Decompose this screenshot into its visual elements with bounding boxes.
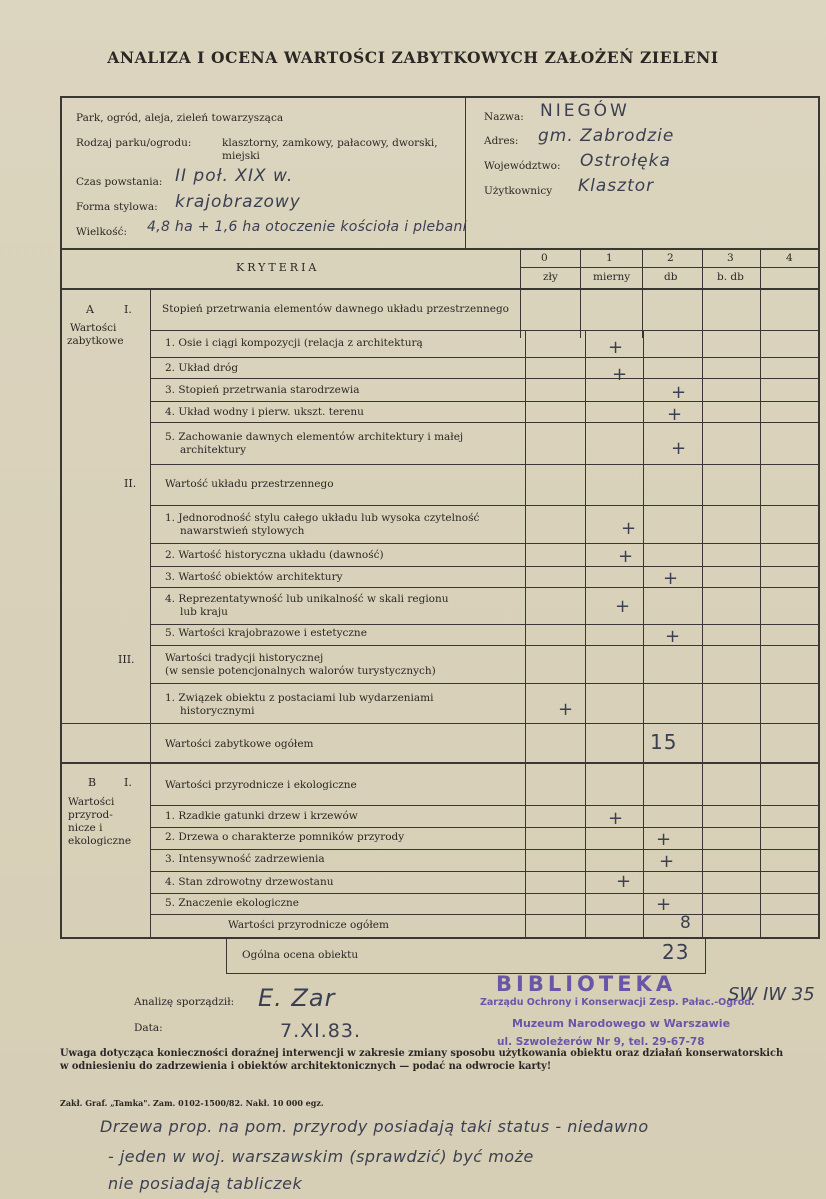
row-mark: + [621,518,637,539]
row-text-2: lub kraju [180,606,228,618]
creation-time-value: II poł. XIX w. [175,166,294,186]
row-mark: + [667,404,683,425]
scale-3-label: b. db [717,271,744,283]
row-mark: + [656,894,672,915]
users-label: Użytkownicy [484,185,553,197]
section-a-name-1: Wartości [70,322,117,334]
group3-title-2: (w sensie potencjonalnych walorów turystycznych) [165,665,436,677]
row-text: 5. Znaczenie ekologiczne [165,897,300,909]
section-b-letter: B [88,776,97,789]
province-value: Ostrołęka [580,151,671,171]
scale-0-num: 0 [541,252,548,264]
stamp-line-4: ul. Szwoleżerów Nr 9, tel. 29-67-78 [497,1036,705,1048]
date-value: 7.XI.83. [280,1020,362,1042]
total-b-value: 8 [680,913,692,933]
criteria-header: KRYTERIA [236,261,320,274]
group1-title: Stopień przetrwania elementów dawnego układu przestrzennego [162,303,509,315]
row-mark: + [656,829,672,850]
stamp-line-3: Muzeum Narodowego w Warszawie [512,1017,731,1030]
scale-2-label: db [664,271,678,283]
row-text: 4. Układ wodny i pierw. ukszt. terenu [165,406,364,418]
rule [150,871,819,872]
address-value: gm. Zabrodzie [538,126,675,146]
address-label: Adres: [484,135,519,147]
rule [150,422,819,423]
section-b-name-3: nicze i [68,822,103,834]
row-text: 5. Wartości krajobrazowe i estetyczne [165,627,367,639]
section-a-roman-2: II. [124,477,137,490]
row-text: 1. Jednorodność stylu całego układu lub wysoka czytelność [165,512,480,524]
scale-4-num: 4 [786,252,793,264]
row-text-2: architektury [180,444,247,456]
park-kind-label: Rodzaj parku/ogrodu: [76,137,192,149]
document-title: ANALIZA I OCENA WARTOŚCI ZABYTKOWYCH ZAŁOŻEŃ ZIELENI [107,48,719,67]
rule [61,723,819,724]
row-text: 1. Rzadkie gatunki drzew i krzewów [165,810,358,822]
group-b-title: Wartości przyrodnicze i ekologiczne [165,779,357,791]
rule [150,893,819,894]
row-text: 1. Osie i ciągi kompozycji (relacja z architekturą [165,337,423,349]
users-value: Klasztor [578,176,655,196]
row-text: 3. Intensywność zadrzewienia [165,853,325,865]
rule [150,401,819,402]
row-text: 2. Drzewa o charakterze pomników przyrody [165,831,405,843]
handwritten-note-1: Drzewa prop. na pom. przyrody posiadają taki status - niedawno [100,1117,649,1136]
scale-1-label: mierny [593,271,631,283]
handwritten-note-3: nie posiadają tabliczek [108,1174,303,1193]
rule [150,624,819,625]
total-a-label: Wartości zabytkowe ogółem [165,738,314,750]
overall-value: 23 [662,940,690,964]
total-b-label: Wartości przyrodnicze ogółem [228,919,389,931]
section-b-name-1: Wartości [68,796,115,808]
rule [150,683,819,684]
row-mark: + [608,808,624,829]
name-value: NIEGÓW [540,101,630,121]
size-value: 4,8 ha + 1,6 ha otoczenie kościoła i plebani [147,219,467,235]
overall-label: Ogólna ocena obiektu [242,949,359,961]
style-form-label: Forma stylowa: [76,201,158,213]
row-text: 2. Wartość historyczna układu (dawność) [165,549,384,561]
note-line-2: w odniesieniu do zadrzewienia i obiektów architektonicznych — podać na odwrocie karty! [60,1061,552,1072]
col-3-top [702,248,703,338]
row-mark: + [608,337,624,358]
prepared-signature: E. Zar [258,984,336,1012]
scale-mid-rule [520,267,819,268]
rule [150,849,819,850]
row-text: 3. Wartość obiektów architektury [165,571,343,583]
rule [150,805,819,806]
row-mark: + [615,596,631,617]
rule [150,330,819,331]
row-mark: + [671,382,687,403]
row-mark: + [665,626,681,647]
scale-3-num: 3 [727,252,734,264]
row-mark: + [612,364,628,385]
park-kind-options: klasztorny, zamkowy, pałacowy, dworski, [222,137,438,149]
section-divider [61,762,819,764]
criteria-bottom-rule [61,288,819,290]
col-0-top [520,248,521,338]
rule [150,827,819,828]
col-2-top [642,248,643,338]
stamp-line-2: Zarządu Ochrony i Konserwacji Zesp. Pałac.-Ogrod. [480,997,755,1008]
section-a-roman-3: III. [118,653,135,666]
group3-title-1: Wartości tradycji historycznej [165,652,324,664]
scale-2-num: 2 [667,252,674,264]
total-a-value: 15 [650,730,678,754]
rule [150,464,819,465]
park-type-line: Park, ogród, aleja, zieleń towarzysząca [76,112,284,124]
printer-footer: Zakł. Graf. „Tamka". Zam. 0102-1500/82. Nakł. 10 000 egz. [60,1098,324,1108]
row-text: 5. Zachowanie dawnych elementów architektury i małej [165,431,464,443]
handwritten-note-2: - jeden w woj. warszawskim (sprawdzić) być może [108,1147,534,1166]
rule [150,505,819,506]
name-label: Nazwa: [484,111,524,123]
rule [150,543,819,544]
section-a-roman-1: I. [124,303,132,316]
rule [150,587,819,588]
row-text: 3. Stopień przetrwania starodrzewia [165,384,360,396]
rule [150,645,819,646]
creation-time-label: Czas powstania: [76,176,163,188]
row-mark: + [558,699,574,720]
style-form-value: krajobrazowy [175,192,301,212]
stamp-line-1: BIBLIOTEKA [496,972,677,996]
rule [150,357,819,358]
row-text: 2. Układ dróg [165,362,239,374]
rule [150,914,819,915]
row-text-2: historycznymi [180,705,255,717]
section-b-roman: I. [124,776,132,789]
row-mark: + [671,438,687,459]
catalog-note: SW IW 35 [728,984,815,1005]
park-kind-options-2: miejski [222,150,260,162]
scale-0-label: zły [543,271,558,283]
row-text: 4. Reprezentatywność lub unikalność w skali regionu [165,593,449,605]
scale-1-num: 1 [606,252,613,264]
size-label: Wielkość: [76,226,128,238]
header-bottom-rule [61,248,819,250]
col-4-top [760,248,761,338]
section-b-name-4: ekologiczne [68,835,132,847]
row-mark: + [618,546,634,567]
row-text: 1. Związek obiektu z postaciami lub wydarzeniami [165,692,434,704]
group2-title: Wartość układu przestrzennego [165,478,334,490]
row-mark: + [616,871,632,892]
province-label: Województwo: [484,160,561,172]
rule [150,378,819,379]
row-mark: + [659,851,675,872]
section-a-letter: A [86,303,94,316]
section-b-name-2: przyrod- [68,809,113,821]
section-a-name-2: zabytkowe [67,335,124,347]
prepared-label: Analizę sporządził: [134,996,235,1008]
row-text-2: nawarstwień stylowych [180,525,305,537]
col-1-top [580,248,581,338]
row-text: 4. Stan zdrowotny drzewostanu [165,876,334,888]
date-label: Data: [134,1022,163,1034]
rule [150,566,819,567]
category-col-divider [150,288,151,939]
row-mark: + [663,568,679,589]
note-line-1: Uwaga dotycząca konieczności doraźnej interwencji w zakresie zmiany sposobu użytkowania obiektu oraz działań konserwatorskich [60,1048,784,1059]
